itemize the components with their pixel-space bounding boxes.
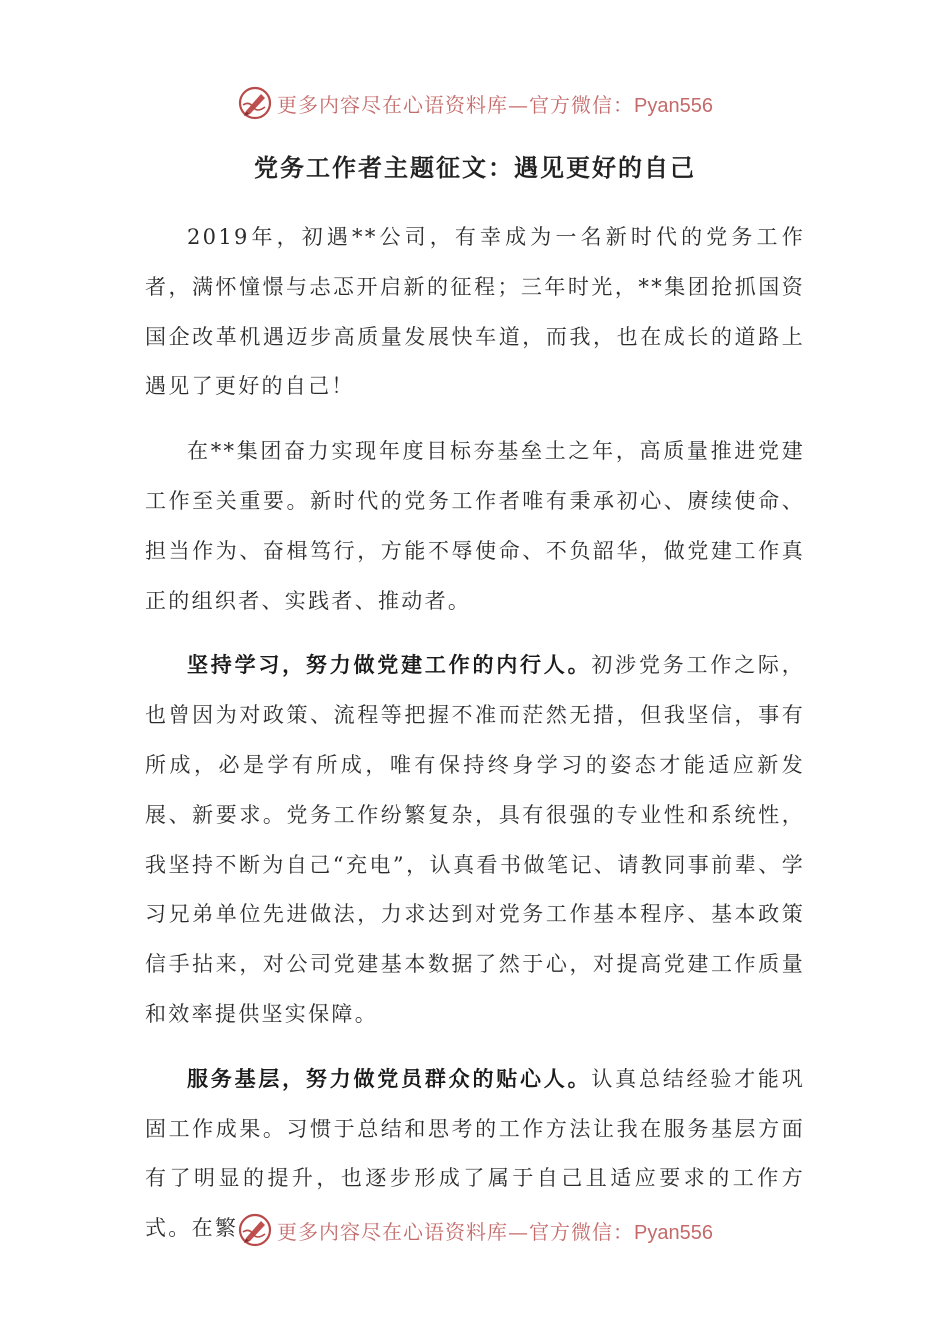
- paragraph: 坚持学习，努力做党建工作的内行人。初涉党务工作之际，也曾因为对政策、流程等把握不准而茫然无措，但我坚信，事有所成，必是学有所成，唯有保持终身学习的姿态才能适应新发展、新要求。党务工作纷繁复杂，具有很强的专业性和系统性，我坚持不断为自己“充电”，认真看书做笔记、请教同事前辈、学习兄弟单位先进做法，力求达到对党务工作基本程序、基本政策信手拈来，对公司党建基本数据了然于心，对提高党建工作质量和效率提供坚实保障。: [145, 652, 805, 1026]
- paragraph: 在**集团奋力实现年度目标夯基垒土之年，高质量推进党建工作至关重要。新时代的党务工作者唯有秉承初心、赓续使命、担当作为、奋楫笃行，方能不辱使命、不负韶华，做党建工作真正的组织者、实践者、推动者。: [145, 439, 805, 613]
- paragraph: 服务基层，努力做党员群众的贴心人。认真总结经验才能巩固工作成果。习惯于总结和思考的工作方法让我在服务基层方面有了明显的提升，也逐步形成了属于自己且适应要求的工作方式。在繁: [145, 1065, 805, 1241]
- banner-text: 更多内容尽在心语资料库—官方微信：Pyan556: [277, 92, 713, 117]
- paragraph: 2019年，初遇**公司，有幸成为一名新时代的党务工作者，满怀憧憬与忐忑开启新的征程；三年时光，**集团抢抓国资国企改革机遇迈步高质量发展快车道，而我，也在成长的道路上遇见了更好的自己！: [145, 225, 805, 399]
- footer-banner: [0, 1210, 950, 1250]
- document-body: [145, 212, 805, 1254]
- paragraph-lead: 服务基层，努力做党员群众的贴心人。: [187, 1065, 592, 1091]
- wechat-id: Pyan556: [634, 1221, 713, 1244]
- document-title: 党务工作者主题征文：遇见更好的自己: [254, 153, 696, 182]
- wechat-id: Pyan556: [634, 94, 713, 117]
- header-banner: [0, 83, 950, 123]
- paragraph-lead: 坚持学习，努力做党建工作的内行人。: [187, 652, 592, 678]
- banner-text: 更多内容尽在心语资料库—官方微信：Pyan556: [277, 1219, 713, 1244]
- pen-logo-icon: [237, 85, 273, 121]
- pen-logo-icon: [237, 1212, 273, 1248]
